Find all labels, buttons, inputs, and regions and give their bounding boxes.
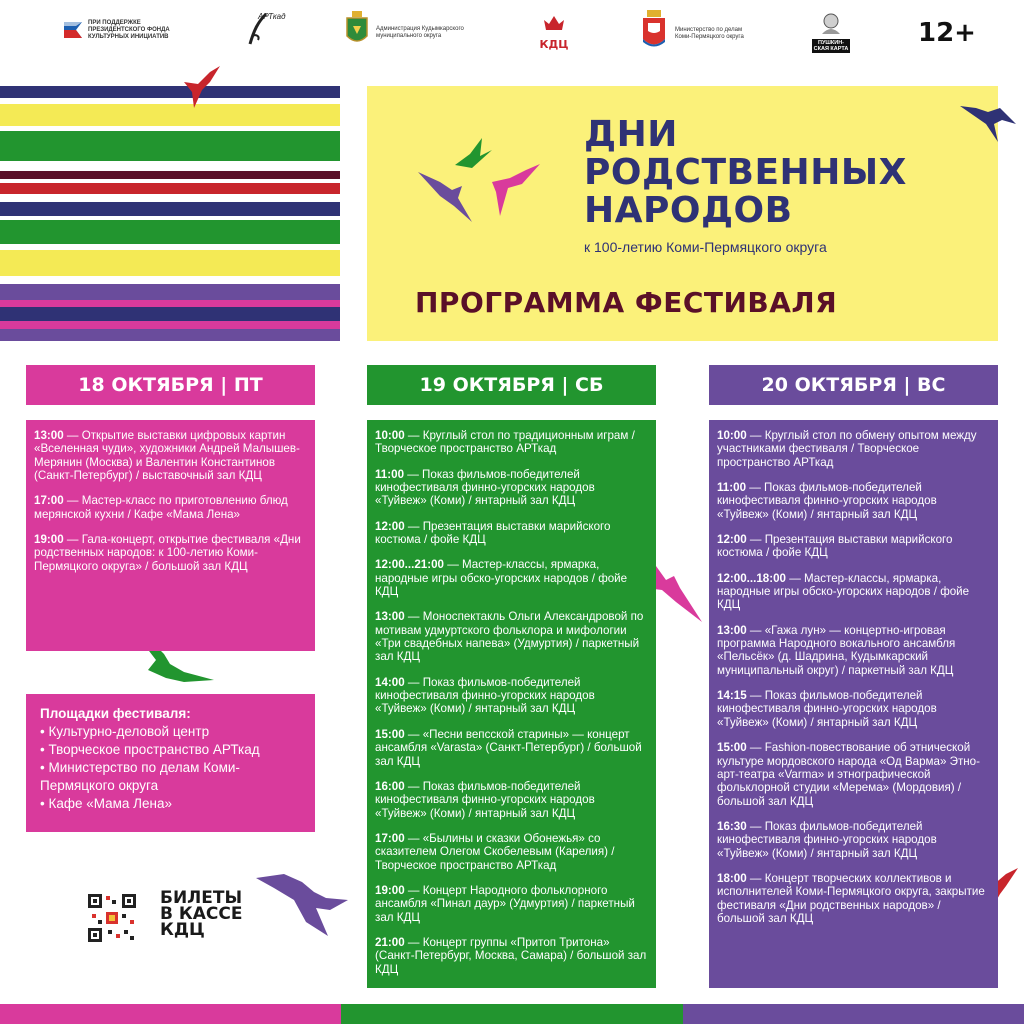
venues-panel	[26, 694, 315, 832]
event-item: 11:00 — Показ фильмов-победителей кинофестиваля финно-угорских народов «Туйвеж» (Коми) / янтарный зал КДЦ	[717, 481, 937, 521]
bird-icon	[958, 98, 1020, 146]
event-item: 19:00 — Гала-концерт, открытие фестиваля «Дни родственных народов: к 100-летию Коми-Пермяцкого округа» / большой зал КДЦ	[34, 533, 301, 573]
venue-item: • Кафе «Мама Лена»	[40, 796, 173, 811]
day-1-header: 18 ОКТЯБРЯ | ПТ	[26, 365, 315, 405]
venue-item: • Культурно-деловой центр	[40, 724, 210, 739]
day-2-header: 19 ОКТЯБРЯ | СБ	[367, 365, 656, 405]
tickets-line-3: КДЦ	[160, 920, 205, 940]
decorative-stripes	[0, 86, 340, 341]
pushkin-portrait-icon	[812, 12, 850, 34]
kdc-logo	[536, 14, 572, 51]
bottom-bar-purple	[683, 1004, 1024, 1024]
tickets-info	[160, 890, 243, 938]
event-item: 14:15 — Показ фильмов-победителей кинофестиваля финно-угорских народов «Туйвеж» (Коми) / янтарный зал КДЦ	[717, 689, 937, 729]
program-heading: ПРОГРАММА ФЕСТИВАЛЯ	[415, 286, 838, 319]
bird-icon	[254, 870, 350, 942]
title-line-1: ДНИ	[584, 114, 678, 155]
day-3-events	[709, 420, 998, 988]
kudymkar-admin-text: Администрация Кудымкарского муниципального округа	[376, 26, 464, 39]
qr-code-icon[interactable]	[86, 892, 138, 944]
event-item: 16:30 — Показ фильмов-победителей кинофестиваля финно-угорских народов «Туйвеж» (Коми) / янтарный зал КДЦ	[717, 819, 937, 860]
event-item: 12:00 — Презентация выставки марийского костюма / фойе КДЦ	[717, 533, 953, 560]
event-item: 11:00 — Показ фильмов-победителей кинофестиваля финно-угорских народов «Туйвеж» (Коми) / янтарный зал КДЦ	[375, 467, 595, 508]
event-item: 19:00 — Концерт Народного фольклорного ансамбля «Пинал даур» (Удмуртия) / паркетный зал КДЦ	[375, 883, 635, 924]
venue-item: • Творческое пространство АРТкад	[40, 742, 260, 757]
bird-group-icon	[410, 120, 550, 230]
kudymkar-coat-of-arms-icon	[344, 10, 370, 48]
event-item: 12:00...21:00 — Мастер-классы, ярмарка, народные игры обско-угорских народов / фойе КДЦ	[375, 558, 628, 599]
pfki-logo	[62, 18, 84, 42]
pfki-flag-icon	[62, 18, 84, 42]
festival-subtitle: к 100-летию Коми-Пермяцкого округа	[584, 239, 827, 255]
event-item: 13:00 — «Гажа лун» — концертно-игровая программа Народного вокального ансамбля «Пельсёк» (д. Шадрина, Кудымкарский муниципальный округ) / паркетный зал КДЦ	[717, 623, 956, 677]
pushkin-card-logo	[812, 12, 850, 52]
event-item: 15:00 — Fashion-повествование об этнической культуре мордовского народа «Од Варма» Этно-арт-театра «Varma» и этнографической фольклорной студии «Мерема» (Мордовия) / большой зал КДЦ	[717, 741, 980, 808]
event-item: 12:00 — Презентация выставки марийского костюма / фойе КДЦ	[375, 519, 611, 547]
event-item: 15:00 — «Песни вепсской старины» — концерт ансамбля «Varasta» (Санкт-Петербург) / большой зал КДЦ	[375, 727, 642, 768]
day-2-events	[367, 420, 656, 988]
bottom-color-bar	[0, 1004, 1024, 1024]
ministry-logo-text: Министерство по делам Коми-Пермяцкого округа	[675, 27, 744, 40]
event-item: 14:00 — Показ фильмов-победителей кинофестиваля финно-угорских народов «Туйвеж» (Коми) / янтарный зал КДЦ	[375, 675, 595, 716]
bottom-bar-pink	[0, 1004, 341, 1024]
event-item: 17:00 — «Былины и сказки Обонежья» со сказителем Олегом Скобелевым (Карелия) / Творческое пространство АРТкад	[375, 831, 615, 872]
event-item: 10:00 — Круглый стол по традиционным играм / Творческое пространство АРТкад	[375, 429, 635, 456]
event-item: 10:00 — Круглый стол по обмену опытом между участниками фестиваля / Творческое пространство АРТкад	[717, 429, 977, 469]
kdc-crown-icon	[536, 14, 572, 32]
title-line-3: НАРОДОВ	[584, 190, 793, 231]
bird-icon	[180, 62, 224, 110]
pfki-logo-text: ПРИ ПОДДЕРЖКЕ ПРЕЗИДЕНТСКОГО ФОНДА КУЛЬТУРНЫХ ИНИЦИАТИВ	[88, 20, 170, 40]
event-item: 13:00 — Моноспектакль Ольги Александровой по мотивам удмуртского фольклора и мифологии «Три свадебных напева» (Удмуртия) / паркетный зал КДЦ	[375, 610, 644, 664]
event-item: 12:00...18:00 — Мастер-классы, ярмарка, народные игры обско-угорских народов / фойе КДЦ	[717, 571, 970, 612]
artkad-logo-text: АРТкад	[258, 12, 286, 21]
komi-coat-of-arms-icon	[640, 9, 668, 51]
title-line-2: РОДСТВЕННЫХ	[584, 152, 907, 193]
festival-title	[584, 116, 907, 230]
pushkin-card-text: ПУШКИН-СКАЯ КАРТА	[813, 40, 849, 52]
event-item: 13:00 — Открытие выставки цифровых картин «Вселенная чуди», художники Андрей Малышев-Мерянин (Москва) и Валентин Константинов (Санкт-Петербург) / выставочный зал КДЦ	[34, 429, 300, 483]
event-item: 17:00 — Мастер-класс по приготовлению блюд мерянской кухни / Кафе «Мама Лена»	[34, 494, 288, 521]
day-3-header: 20 ОКТЯБРЯ | ВС	[709, 365, 998, 405]
age-rating: 12+	[918, 18, 976, 48]
venues-title: Площадки фестиваля:	[40, 706, 191, 721]
kdc-logo-text: КДЦ	[539, 38, 569, 51]
event-item: 16:00 — Показ фильмов-победителей кинофестиваля финно-угорских народов «Туйвеж» (Коми) / янтарный зал КДЦ	[375, 779, 595, 820]
tickets-line-2: В КАССЕ	[160, 904, 243, 924]
event-item: 18:00 — Концерт творческих коллективов и исполнителей Коми-Пермяцкого округа, закрытие фестиваля «Дни родственных народов» / большой зал КДЦ	[717, 871, 985, 926]
day-1-events	[26, 420, 315, 651]
event-item: 21:00 — Концерт группы «Притоп Тритона» (Санкт-Петербург, Москва, Самара) / большой зал КДЦ	[375, 935, 647, 976]
venue-item: • Министерство по делам Коми-Пермяцкого округа	[40, 760, 240, 793]
tickets-line-1: БИЛЕТЫ	[160, 888, 243, 908]
header-logos	[0, 0, 1024, 60]
bottom-bar-green	[341, 1004, 683, 1024]
